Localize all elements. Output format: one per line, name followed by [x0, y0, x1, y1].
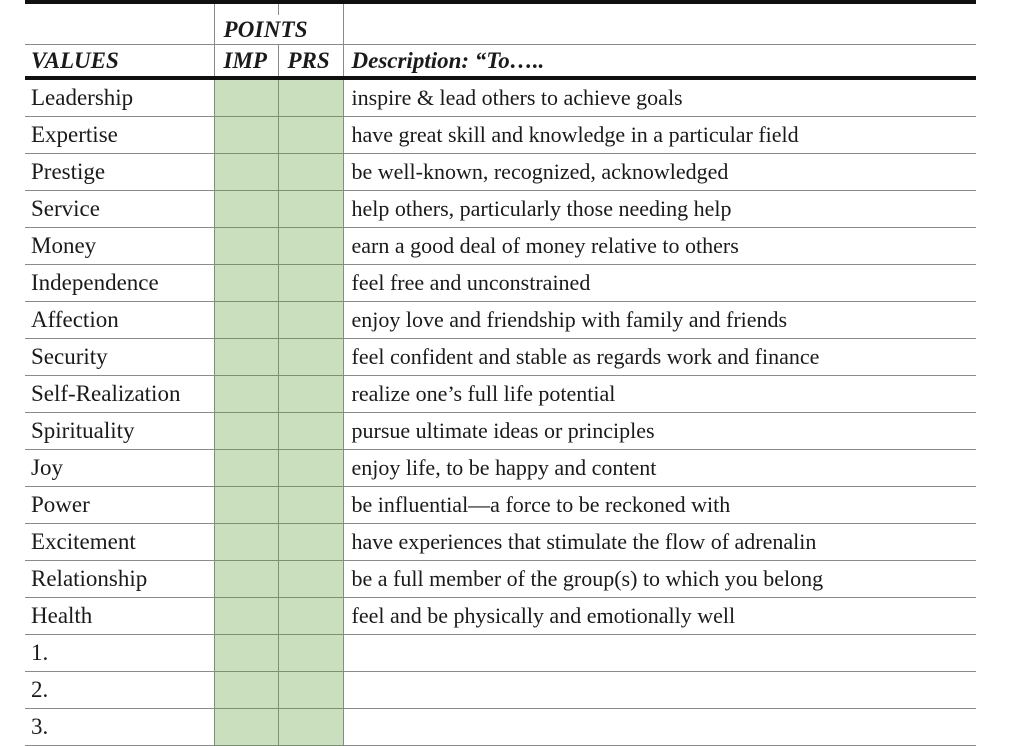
value-name-label: Relationship	[31, 566, 148, 591]
value-name-label: Leadership	[31, 85, 134, 110]
value-name-cell	[25, 376, 214, 413]
description-cell: realize one’s full life potential	[343, 376, 976, 413]
imp-score-cell[interactable]	[214, 191, 278, 228]
table-row	[25, 487, 976, 524]
imp-score-cell[interactable]	[214, 413, 278, 450]
value-name-label: Security	[31, 344, 108, 369]
column-header-imp-label: IMP	[223, 47, 267, 73]
table-top-rule-row	[25, 2, 976, 15]
value-name-cell	[25, 154, 214, 191]
prs-score-cell[interactable]	[278, 524, 343, 561]
prs-score-cell[interactable]	[278, 450, 343, 487]
prs-score-cell[interactable]	[278, 228, 343, 265]
value-name-label: Spirituality	[31, 418, 135, 443]
table-row	[25, 450, 976, 487]
imp-score-cell[interactable]	[214, 598, 278, 635]
description-cell	[343, 672, 976, 709]
top-rule-description-cell	[343, 2, 976, 15]
value-name-cell	[25, 265, 214, 302]
imp-score-cell[interactable]	[214, 487, 278, 524]
imp-score-cell[interactable]	[214, 154, 278, 191]
value-name-cell	[25, 117, 214, 154]
description-cell: have experiences that stimulate the flow of adrenalin	[343, 524, 976, 561]
imp-score-cell[interactable]	[214, 339, 278, 376]
description-cell	[343, 635, 976, 672]
column-header-description-label: Description: “To…..	[351, 47, 545, 73]
prs-score-cell[interactable]	[278, 117, 343, 154]
description-cell: feel free and unconstrained	[343, 265, 976, 302]
value-name-label: Affection	[31, 307, 119, 332]
description-cell: have great skill and knowledge in a particular field	[343, 117, 976, 154]
description-cell: feel and be physically and emotionally well	[343, 598, 976, 635]
table-row	[25, 154, 976, 191]
value-name-label: Joy	[31, 455, 63, 480]
column-header-imp	[214, 45, 278, 79]
table-row	[25, 524, 976, 561]
points-group-header-cell	[214, 15, 343, 45]
description-cell: be well-known, recognized, acknowledged	[343, 154, 976, 191]
values-worksheet	[25, 0, 976, 746]
imp-score-cell[interactable]	[214, 302, 278, 339]
description-cell: be influential—a force to be reckoned with	[343, 487, 976, 524]
value-name-label: Power	[31, 492, 90, 517]
description-cell: feel confident and stable as regards work and finance	[343, 339, 976, 376]
prs-score-cell[interactable]	[278, 154, 343, 191]
description-cell: be a full member of the group(s) to which you belong	[343, 561, 976, 598]
prs-score-cell[interactable]	[278, 376, 343, 413]
value-name-label: 1.	[31, 640, 49, 665]
top-rule-prs-cell	[278, 2, 343, 15]
imp-score-cell[interactable]	[214, 561, 278, 598]
value-name-cell	[25, 302, 214, 339]
column-header-prs-label: PRS	[287, 47, 330, 73]
description-cell: pursue ultimate ideas or principles	[343, 413, 976, 450]
prs-score-cell[interactable]	[278, 487, 343, 524]
imp-score-cell[interactable]	[214, 450, 278, 487]
column-header-values	[25, 45, 214, 79]
column-header-prs	[278, 45, 343, 79]
imp-score-cell[interactable]	[214, 672, 278, 709]
value-name-cell	[25, 487, 214, 524]
value-name-cell	[25, 191, 214, 228]
table-body	[25, 2, 976, 746]
value-name-cell	[25, 78, 214, 117]
value-name-cell	[25, 709, 214, 746]
value-name-label: Independence	[31, 270, 159, 295]
value-name-cell	[25, 635, 214, 672]
table-row	[25, 561, 976, 598]
prs-score-cell[interactable]	[278, 413, 343, 450]
value-name-cell	[25, 524, 214, 561]
value-name-label: Expertise	[31, 122, 118, 147]
column-header-description	[343, 45, 976, 79]
prs-score-cell[interactable]	[278, 561, 343, 598]
imp-score-cell[interactable]	[214, 78, 278, 117]
description-cell: enjoy love and friendship with family and friends	[343, 302, 976, 339]
imp-score-cell[interactable]	[214, 265, 278, 302]
value-name-label: Excitement	[31, 529, 136, 554]
table-row	[25, 376, 976, 413]
column-header-row	[25, 45, 976, 79]
imp-score-cell[interactable]	[214, 709, 278, 746]
prs-score-cell[interactable]	[278, 598, 343, 635]
top-rule-imp-cell	[214, 2, 278, 15]
value-name-label: Service	[31, 196, 100, 221]
value-name-cell	[25, 561, 214, 598]
prs-score-cell[interactable]	[278, 709, 343, 746]
description-cell: inspire & lead others to achieve goals	[343, 78, 976, 117]
points-row-values-spacer	[25, 15, 214, 45]
table-row	[25, 709, 976, 746]
prs-score-cell[interactable]	[278, 672, 343, 709]
values-table	[25, 0, 976, 746]
prs-score-cell[interactable]	[278, 302, 343, 339]
table-row	[25, 413, 976, 450]
prs-score-cell[interactable]	[278, 265, 343, 302]
description-cell	[343, 709, 976, 746]
imp-score-cell[interactable]	[214, 117, 278, 154]
value-name-cell	[25, 413, 214, 450]
points-group-label: POINTS	[223, 16, 308, 42]
value-name-cell	[25, 598, 214, 635]
value-name-label: 3.	[31, 714, 49, 739]
table-row	[25, 302, 976, 339]
points-group-header-row	[25, 15, 976, 45]
column-header-values-label: VALUES	[31, 47, 119, 73]
imp-score-cell[interactable]	[214, 524, 278, 561]
table-row	[25, 265, 976, 302]
value-name-cell	[25, 339, 214, 376]
imp-score-cell[interactable]	[214, 228, 278, 265]
value-name-cell	[25, 228, 214, 265]
points-row-description-spacer	[343, 15, 976, 45]
table-row	[25, 635, 976, 672]
description-cell: help others, particularly those needing help	[343, 191, 976, 228]
table-row	[25, 598, 976, 635]
value-name-label: 2.	[31, 677, 49, 702]
table-row	[25, 339, 976, 376]
value-name-cell	[25, 450, 214, 487]
top-rule-values-cell	[25, 2, 214, 15]
table-row	[25, 117, 976, 154]
table-row	[25, 78, 976, 117]
table-row	[25, 191, 976, 228]
description-cell: enjoy life, to be happy and content	[343, 450, 976, 487]
prs-score-cell[interactable]	[278, 635, 343, 672]
imp-score-cell[interactable]	[214, 376, 278, 413]
value-name-label: Health	[31, 603, 93, 628]
imp-score-cell[interactable]	[214, 635, 278, 672]
table-row	[25, 228, 976, 265]
value-name-label: Money	[31, 233, 97, 258]
value-name-label: Self-Realization	[31, 381, 181, 406]
prs-score-cell[interactable]	[278, 339, 343, 376]
value-name-cell	[25, 672, 214, 709]
prs-score-cell[interactable]	[278, 191, 343, 228]
value-name-label: Prestige	[31, 159, 106, 184]
prs-score-cell[interactable]	[278, 78, 343, 117]
description-cell: earn a good deal of money relative to others	[343, 228, 976, 265]
table-row	[25, 672, 976, 709]
